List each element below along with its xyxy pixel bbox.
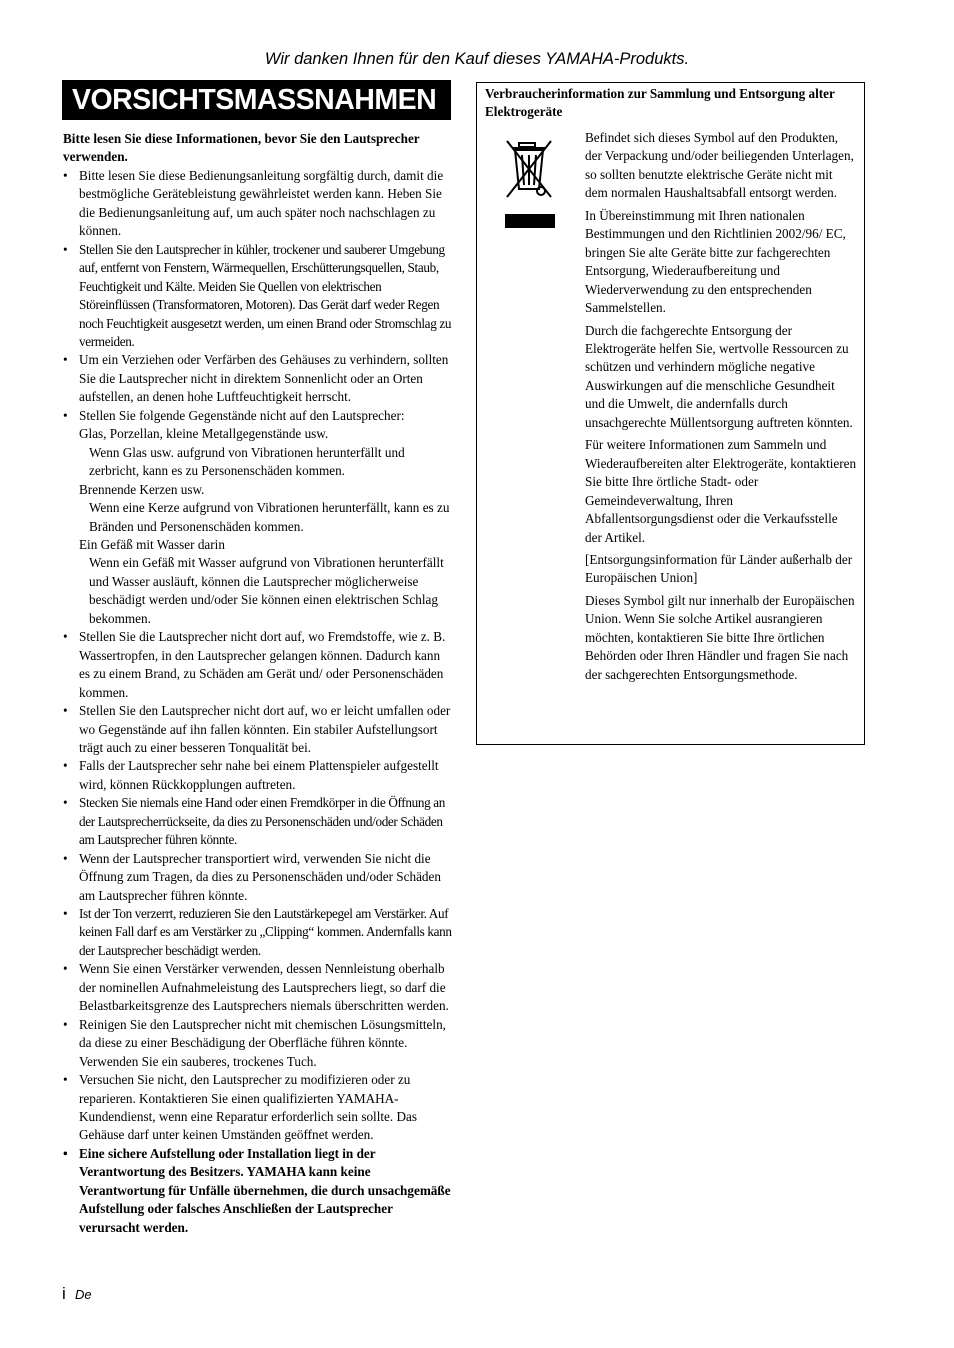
list-item-text: Stellen Sie die Lautsprecher nicht dort auf, wo Fremdstoffe, wie z. B. Wassertropfen, in den Lautsprecher gelangen können. Dadurch kann es zu einem Brand, zu Schäden am Gerät und/ oder Personenschäden kommen. [79, 629, 446, 700]
list-item [63, 167, 452, 241]
list-item-text: Bitte lesen Sie diese Bedienungsanleitung sorgfältig durch, damit die bestmögliche Gerätebleistung gewährleistet werden kann. Heben Sie die Bedienungsanleitung auf, um auch später noch nachschlagen zu können. [79, 167, 444, 239]
list-item-text: Stecken Sie niemals eine Hand oder einen Fremdkörper in die Öffnung an der Lautsprecherrückseite, da dies zu Personenschäden und/oder Schäden am Lautsprecher führen könnte. [79, 795, 446, 848]
list-item-text: Eine sichere Aufstellung oder Installation liegt in der Verantwortung des Besitzers. YAMAHA kann keine Verantwortung für Unfälle übernehmen, die durch unsachgemäße Aufstellung oder falsches Anschließen der Lautsprecher verursacht werden. [79, 1145, 451, 1235]
bullet-icon: • [63, 758, 68, 774]
items-list-label: Glas, Porzellan, kleine Metallgegenstände usw. [79, 426, 329, 442]
list-item-text: Versuchen Sie nicht, den Lautsprecher zu modifizieren oder zu reparieren. Kontaktieren Sie einen qualifizierten YAMAHA-Kundendienst, wenn eine Reparatur erforderlich sein sollte. Das Gehäuse darf unter keinen Umständen geöffnet werden. [79, 1072, 418, 1143]
paragraph: [Entsorgungsinformation für Länder außerhalb der Europäischen Union] [585, 551, 853, 586]
bullet-icon: • [63, 241, 68, 257]
bullet-icon: • [63, 961, 68, 977]
list-item [63, 960, 452, 1015]
list-item-text: Stellen Sie den Lautsprecher nicht dort auf, wo er leicht umfallen oder wo Gegenstände auf ihn fallen könnten. Ein stabiler Aufstellungsort trägt auch zu einer besseren Tonqualität bei. [79, 703, 451, 755]
bullet-icon: • [63, 1016, 68, 1032]
page-language: De [75, 1287, 92, 1302]
thank-you-subtitle: Wir danken Ihnen für den Kauf dieses YAMAHA-Produkts. [264, 50, 690, 68]
bullet-icon: • [63, 629, 68, 645]
bullet-icon: • [63, 795, 68, 811]
list-item [63, 628, 452, 702]
paragraph: Für weitere Informationen zum Sammeln und Wiederaufbereiten alter Elektrogeräte, kontaktieren Sie bitte Ihre örtliche Stadt- oder Gemeindeverwaltung, Ihren Abfallentsorgungsdienst oder die Verkaufsstelle der Artikel. [585, 437, 857, 545]
bullet-icon: • [63, 703, 68, 719]
disposal-info-box [476, 82, 865, 745]
precautions-list [63, 167, 452, 1237]
list-item-text: Wenn Sie einen Verstärker verwenden, dessen Nennleistung oberhalb der nominellen Aufnahmeleistung des Lautsprechers liegt, so darf die Belastbarkeitsgrenze des Lautsprechers niemals überschritten werden. [79, 961, 449, 1014]
items-list-text: Wenn ein Gefäß mit Wasser aufgrund von Vibrationen herunterfällt und Wasser ausläuft, können die Lautsprecher möglicherweise beschädigt werden und/oder Sie können einen elektrischen Schlag bekommen. [89, 555, 444, 626]
bullet-icon: • [63, 906, 68, 922]
list-item [63, 757, 452, 794]
bullet-icon: • [63, 407, 68, 423]
precautions-column [63, 130, 452, 1237]
section-title-banner: VORSICHTSMASSNAHMEN [62, 80, 451, 120]
list-item-bold [63, 1145, 452, 1237]
paragraph: Dieses Symbol gilt nur innerhalb der Europäischen Union. Wenn Sie solche Artikel ausrangieren möchten, kontaktieren Sie bitte Ihre örtlichen Behörden oder Ihren Händler und fragen Sie nach der sachgerechten Entsorgungsmethode. [585, 592, 855, 682]
list-item-text: Stellen Sie den Lautsprecher in kühler, trockener und sauberer Umgebung auf, entfernt von Fenstern, Wärmequellen, Erschütterungsquellen, Staub, Feuchtigkeit und Kälte. Meiden Sie Quellen von elektrischen Störeinflüssen (Transformatoren, Motoren). Das Gerät darf weder Regen noch Feuchtigkeit ausgesetzt werden, um einen Brand oder Stromschlag zu vermeiden. [79, 241, 452, 349]
list-item [63, 794, 452, 849]
bullet-icon: • [63, 850, 68, 866]
page-number: i [62, 1284, 66, 1303]
disposal-info-title: Verbraucherinformation zur Sammlung und Entsorgung alter Elektrogeräte [485, 86, 835, 120]
list-item [63, 241, 452, 352]
bullet-icon: • [63, 167, 68, 183]
paragraph: Befindet sich dieses Symbol auf den Produkten, der Verpackung und/oder beiliegenden Unterlagen, so sollten benutzte elektrische Geräte nicht mit dem normalen Haushaltsabfall entsorgt werden. [585, 130, 854, 201]
list-item-text: Wenn der Lautsprecher transportiert wird, verwenden Sie nicht die Öffnung zum Tragen, da dies zu Personenschäden und/oder Schäden am Lautsprecher führen könnte. [79, 850, 441, 903]
list-item [63, 702, 452, 757]
list-item [63, 1071, 452, 1145]
list-item [63, 1016, 452, 1071]
list-item-text: Stellen Sie folgende Gegenstände nicht auf den Lautsprecher: [79, 407, 405, 423]
list-item-text: Falls der Lautsprecher sehr nahe bei einem Plattenspieler aufgestellt wird, können Rückkopplungen auftreten. [79, 758, 439, 792]
list-item-text: Um ein Verziehen oder Verfärben des Gehäuses zu verhindern, sollten Sie die Lautsprecher nicht in direktem Sonnenlicht oder an Orten aufstellen, an denen hohe Luftfeuchtigkeit herrscht. [79, 352, 449, 405]
paragraph: In Übereinstimmung mit Ihren nationalen Bestimmungen und den Richtlinien 2002/96/ EC, bringen Sie alte Geräte bitte zur fachgerechten Entsorgung, Wiederaufbereitung und Wiederverwendung zu den entsprechenden Sammelstellen. [585, 207, 846, 316]
items-list-label: Ein Gefäß mit Wasser darin [79, 536, 225, 552]
paragraph: Durch die fachgerechte Entsorgung der Elektrogeräte helfen Sie, wertvolle Ressourcen zu schützen und verhindern mögliche negative Auswirkungen auf die menschliche Gesundheit und die Umwelt, die andernfalls durch unsachgerechte Müllentsorgung auftreten könnten. [585, 322, 853, 430]
items-list-text: Wenn Glas usw. aufgrund von Vibrationen herunterfällt und zerbricht, kann es zu Personenschäden kommen. [89, 444, 405, 479]
list-item [63, 905, 452, 960]
bullet-icon: • [63, 352, 68, 368]
list-item-text: Ist der Ton verzerrt, reduzieren Sie den Lautstärkepegel am Verstärker. Auf keinen Fall darf es am Verstärker zu „Clipping“ kommen. Andernfalls kann der Lautsprecher beschädigt werden. [79, 906, 452, 958]
list-item [63, 351, 452, 406]
list-item-text: Reinigen Sie den Lautsprecher nicht mit chemischen Lösungsmitteln, da diese zu einer Beschädigung der Oberfläche führen könnte. Verwenden Sie ein sauberes, trockenes Tuch. [79, 1016, 446, 1069]
intro-text: Bitte lesen Sie diese Informationen, bevor Sie den Lautsprecher verwenden. [63, 131, 420, 165]
bullet-icon: • [63, 1145, 68, 1161]
bullet-icon: • [63, 1072, 68, 1088]
crossed-out-wheeled-bin-icon [501, 135, 559, 231]
items-list-text: Wenn eine Kerze aufgrund von Vibrationen herunterfällt, kann es zu Bränden und Personenschäden kommen. [89, 500, 450, 534]
list-item [63, 407, 452, 628]
disposal-info-text [585, 129, 857, 688]
list-item [63, 850, 452, 905]
items-list-label: Brennende Kerzen usw. [79, 481, 205, 497]
